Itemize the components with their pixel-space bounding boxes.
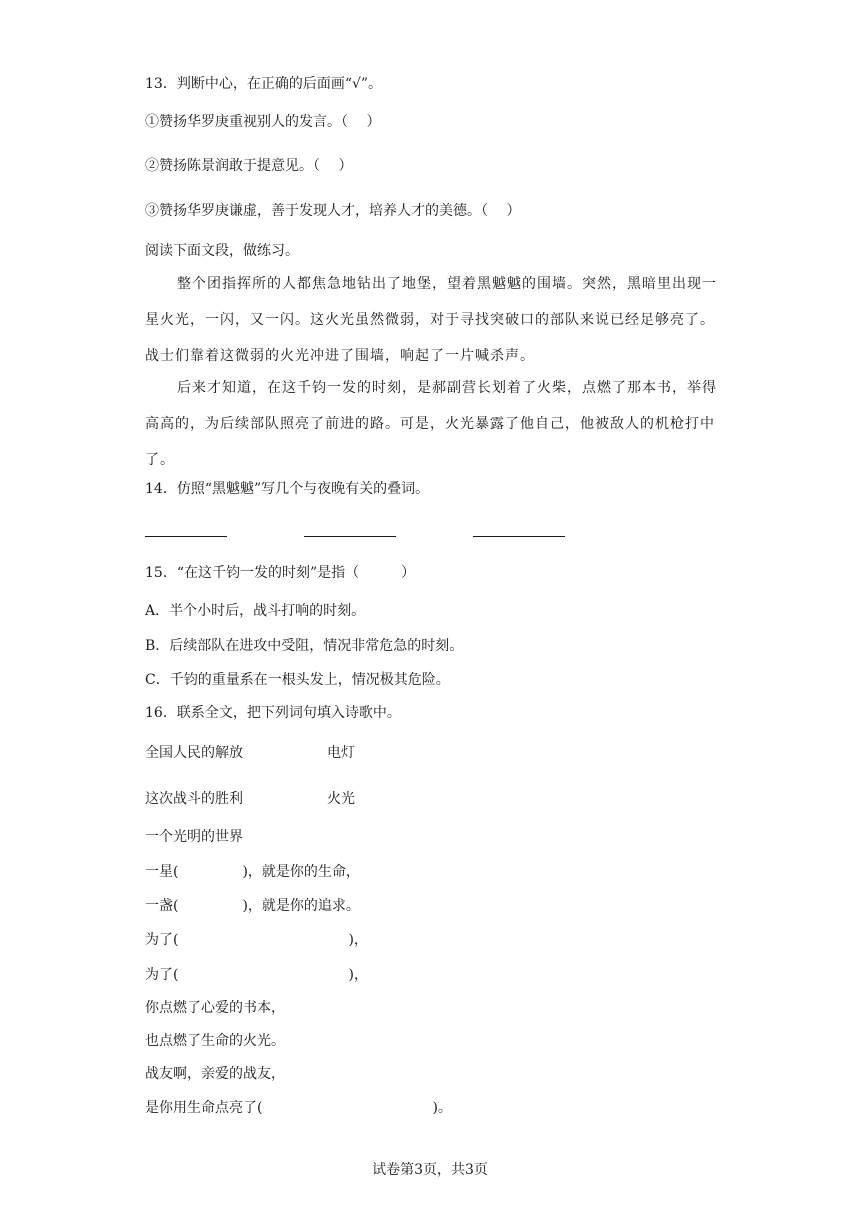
- reading-instruction: 阅读下面文段，做练习。: [145, 243, 299, 259]
- poem-line: 你点燃了心爱的书本，: [145, 1000, 285, 1016]
- q14-title: 14．仿照“黑魆魆”写几个与夜晚有关的叠词。: [145, 481, 430, 497]
- poem-line-prefix: 一盏(: [145, 898, 179, 914]
- q15-option-c[interactable]: C．千钧的重量系在一根头发上，情况极其危险。: [145, 672, 450, 688]
- q16-word-5: 一个光明的世界: [145, 829, 243, 845]
- q14-answer-line-1[interactable]: [145, 536, 227, 537]
- poem-line: [145, 1098, 452, 1118]
- page-footer: 试卷第3页，共3页: [372, 1162, 488, 1178]
- poem-line-suffix: )，就是你的追求。: [242, 898, 360, 914]
- poem-line-prefix: 为了(: [145, 932, 179, 948]
- q13-option-2: ②赞扬陈景润敢于提意见。（ ）: [145, 158, 353, 174]
- poem-line-suffix: )，: [348, 967, 368, 983]
- q13-option-3: ③赞扬华罗庚谦虚，善于发现人才，培养人才的美德。（ ）: [145, 203, 521, 219]
- q16-word-4: 火光: [327, 791, 355, 807]
- q15-option-b[interactable]: B．后续部队在进攻中受阻，情况非常危急的时刻。: [145, 638, 464, 654]
- poem-line-prefix: 是你用生命点亮了(: [145, 1100, 263, 1116]
- q14-answer-line-2[interactable]: [304, 536, 396, 537]
- q13-title: 13．判断中心，在正确的后面画“√”。: [145, 76, 383, 92]
- poem-line: [145, 930, 368, 950]
- q15-title: 15．“在这千钧一发的时刻”是指（ ）: [145, 565, 416, 581]
- q14-answer-line-3[interactable]: [473, 536, 565, 537]
- poem-line: [145, 896, 360, 916]
- poem-line-prefix: 一星(: [145, 864, 179, 880]
- poem-line: [145, 862, 360, 882]
- q16-word-1: 全国人民的解放: [145, 745, 243, 761]
- poem-line-prefix: 为了(: [145, 967, 179, 983]
- poem-line: 也点燃了生命的火光。: [145, 1033, 285, 1049]
- poem-line-suffix: )，: [348, 932, 368, 948]
- q16-word-3: 这次战斗的胜利: [145, 791, 243, 807]
- q15-option-a[interactable]: A．半个小时后，战斗打响的时刻。: [145, 603, 366, 619]
- q16-word-2: 电灯: [327, 745, 355, 761]
- poem-line-suffix: )。: [432, 1100, 452, 1116]
- q13-option-1: ①赞扬华罗庚重视别人的发言。（ ）: [145, 114, 381, 130]
- poem-line: 战友啊，亲爱的战友，: [145, 1066, 285, 1082]
- poem-line: [145, 965, 368, 985]
- poem-line-suffix: )，就是你的生命，: [242, 864, 360, 880]
- q16-title: 16．联系全文，把下列词句填入诗歌中。: [145, 705, 401, 721]
- reading-paragraph-1: 整个团指挥所的人都焦急地钻出了地堡，望着黑魆魆的围墙。突然，黑暗里出现一星火光，一闪，又一闪。这火光虽然微弱，对于寻找突破口的部队来说已经足够亮了。战士们靠着这微弱的火光冲进了围墙，响起了一片喊杀声。: [145, 276, 717, 364]
- reading-paragraph-2: 后来才知道，在这千钧一发的时刻，是郝副营长划着了火柴，点燃了那本书，举得高高的，为后续部队照亮了前进的路。可是，火光暴露了他自己，他被敌人的机枪打中了。: [145, 380, 717, 468]
